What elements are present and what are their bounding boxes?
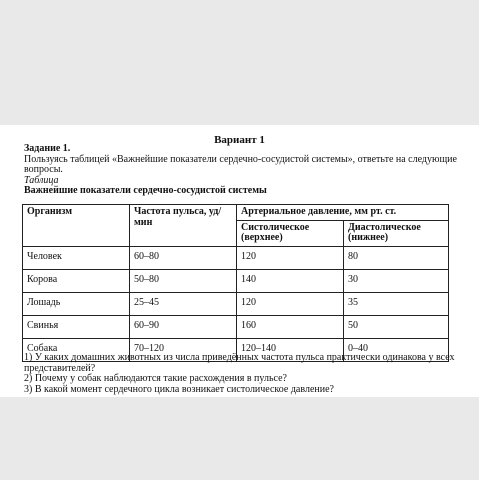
cell-systolic: 120 — [237, 292, 344, 315]
cell-organism: Лошадь — [23, 292, 130, 315]
header-diastolic: Диастолическое (нижнее) — [344, 220, 449, 246]
table-header-row — [23, 205, 449, 221]
task-label: Задание 1. — [24, 143, 71, 154]
cell-organism: Свинья — [23, 315, 130, 338]
cell-pulse: 60–80 — [130, 246, 237, 269]
table-row — [23, 269, 449, 292]
questions-block — [24, 353, 464, 395]
cell-systolic: 140 — [237, 269, 344, 292]
cell-diastolic: 30 — [344, 269, 449, 292]
header-organism: Организм — [23, 205, 130, 247]
cell-pulse: 70–120 — [130, 338, 237, 361]
cell-diastolic: 0–40 — [344, 338, 449, 361]
cell-pulse: 25–45 — [130, 292, 237, 315]
table-row — [23, 315, 449, 338]
cell-diastolic: 50 — [344, 315, 449, 338]
table-row — [23, 246, 449, 269]
cell-organism: Собака — [23, 338, 130, 361]
task-block — [24, 144, 464, 197]
table-title: Важнейшие показатели сердечно-сосудистой системы — [24, 185, 267, 196]
cell-systolic: 120–140 — [237, 338, 344, 361]
cell-pulse: 60–90 — [130, 315, 237, 338]
header-pulse: Частота пульса, уд/мин — [130, 205, 237, 247]
cell-organism: Корова — [23, 269, 130, 292]
cell-systolic: 120 — [237, 246, 344, 269]
task-instruction: Пользуясь таблицей «Важнейшие показатели сердечно-сосудистой системы», ответьте на следующие вопросы. — [24, 153, 457, 175]
header-systolic: Систолическое (верхнее) — [237, 220, 344, 246]
cell-pulse: 50–80 — [130, 269, 237, 292]
cell-systolic: 160 — [237, 315, 344, 338]
cell-diastolic: 80 — [344, 246, 449, 269]
question-item: 1) У каких домашних животных из числа приведённых частота пульса практически одинакова у всех представителей? — [24, 352, 455, 374]
table-row — [23, 292, 449, 315]
page-title: Вариант 1 — [214, 134, 265, 146]
cardio-table — [22, 204, 449, 362]
question-item: 3) В какой момент сердечного цикла возникает систолическое давление? — [24, 383, 334, 395]
cell-organism: Человек — [23, 246, 130, 269]
header-pressure: Артериальное давление, мм рт. ст. — [237, 205, 449, 221]
question-item: 2) Почему у собак наблюдаются такие расхождения в пульсе? — [24, 373, 287, 384]
table-word: Таблица — [24, 174, 59, 186]
cell-diastolic: 35 — [344, 292, 449, 315]
